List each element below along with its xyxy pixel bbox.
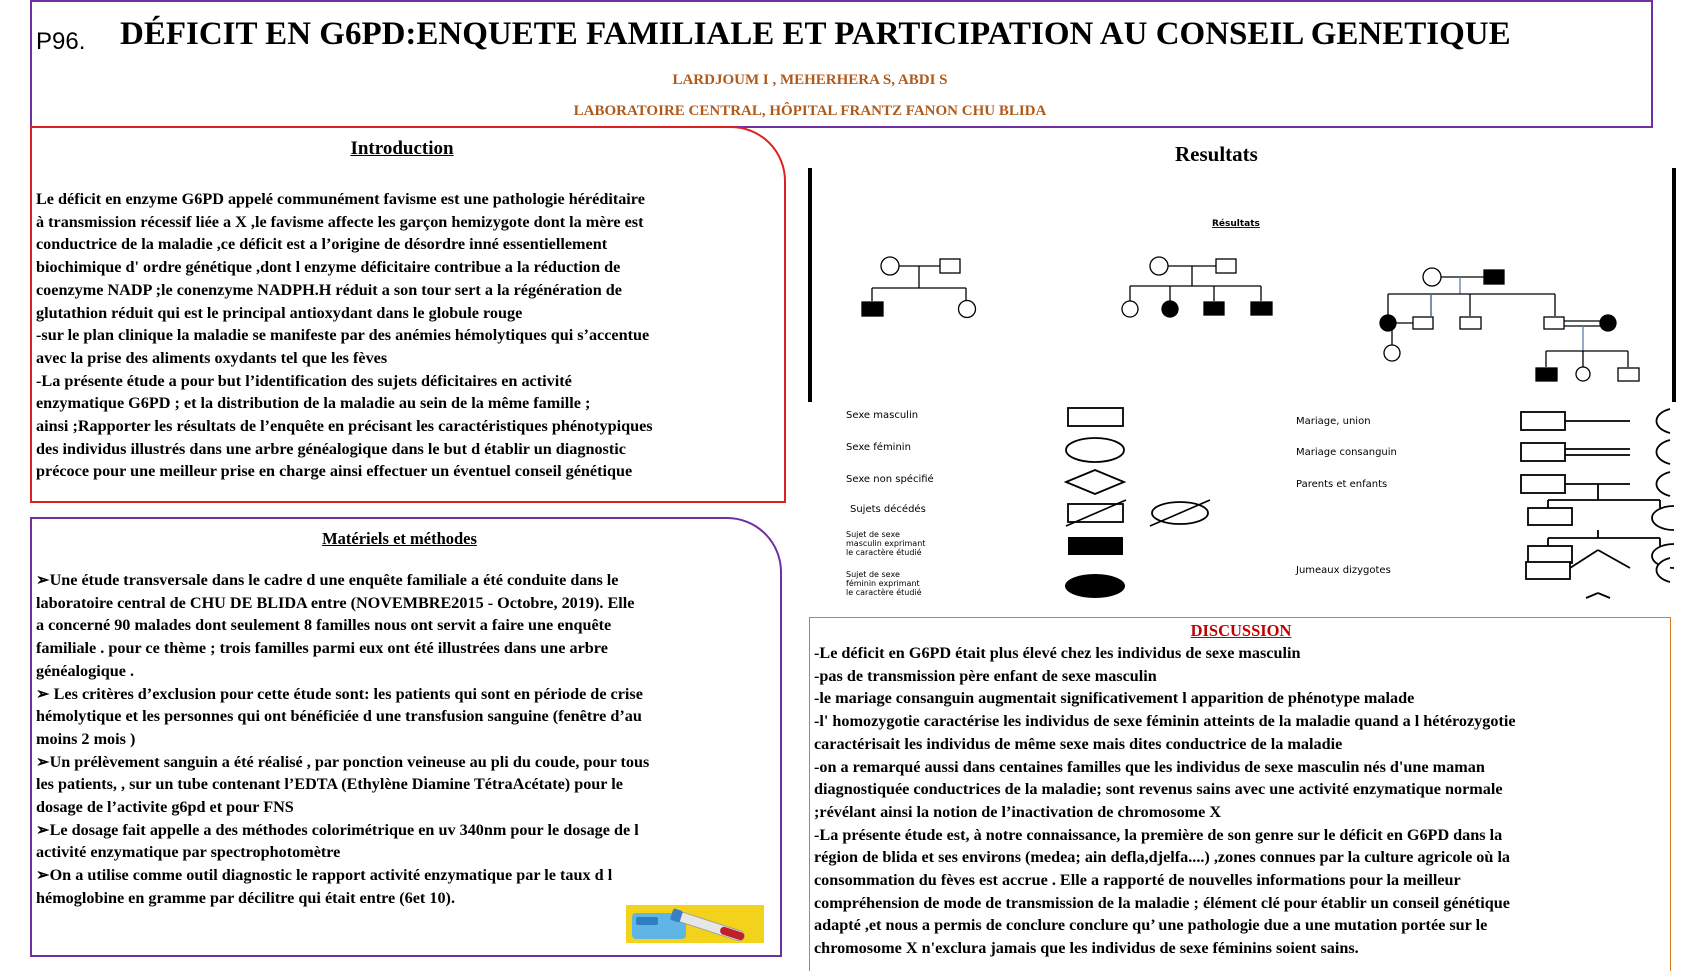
introduction-heading: Introduction: [350, 138, 454, 159]
female-symbol-icon: [1066, 438, 1124, 462]
panel-left-border: [808, 168, 812, 402]
affected-male-icon: [1068, 537, 1123, 555]
results-heading: Resultats: [1175, 142, 1258, 166]
methods-line: les patients, , sur un tube contenant l’EDTA (Ethylène Diamine TétraAcétate) pour le: [36, 775, 623, 794]
methods-line: hémolytique et les personnes qui ont bénéficiée d une transfusion sanguine (fenêtre d’au: [36, 707, 642, 726]
pedigree-family-3: [1380, 268, 1639, 381]
intro-line: avec la prise des aliments oxydants tel que les fèves: [36, 348, 388, 367]
unspecified-symbol-icon: [1066, 470, 1124, 494]
affiliation: LABORATOIRE CENTRAL, HÔPITAL FRANTZ FANON CHU BLIDA: [573, 103, 1047, 119]
legend-affected-male-label: Sujet de sexe masculin exprimant le caractère étudié: [846, 530, 926, 557]
discussion-heading: DISCUSSION: [1190, 621, 1292, 640]
intro-line: des individus illustrés dans une arbre généalogique dans le but d établir un diagnostic: [36, 439, 626, 458]
discussion-line: adapté ,et nous a permis de conclure conclure qu’ une pathologie due a une mutation portée sur le: [814, 916, 1488, 935]
discussion-line: consommation du fèves est accrue . Elle a rapporté de nouvelles informations pour la meilleur: [814, 871, 1461, 890]
methods-line: ➢Le dosage fait appelle a des méthodes colorimétrique en uv 340nm pour le dosage de l: [36, 820, 639, 839]
methods-line: familiale . pour ce thème ; trois familles parmi eux ont été illustrées dans une arbre: [36, 639, 608, 658]
intro-line: glutathion réduit qui est le principal antioxydant dans le globule rouge: [36, 303, 523, 322]
discussion-line: diagnostiquée conductrices de la maladie; sont revenus sains avec une activité enzymatique normale: [814, 780, 1503, 799]
blood-tube-icon: [626, 905, 764, 943]
intro-line: conductrice de la maladie ,ce déficit est a l’origine de désordre inné essentiellement: [36, 235, 608, 254]
intro-line: -La présente étude a pour but l’identification des sujets déficitaires en activité: [36, 371, 572, 390]
discussion-line: compréhension de mode de transmission de la maladie ; élément clé pour établir un conseil génétique: [814, 893, 1510, 912]
intro-line: à transmission récessif liée a X ,le favisme affecte les garçon hemizygote dont la mère est: [36, 212, 644, 231]
legend-dizygotic-twins-label: Jumeaux dizygotes: [1296, 565, 1391, 576]
intro-line: enzymatique G6PD ; et la distribution de la maladie au sein de la même famille ;: [36, 394, 591, 413]
discussion-body: [814, 642, 1664, 960]
intro-line: biochimique d' ordre génétique ,dont l enzyme déficitaire contribue a la réduction de: [36, 258, 621, 277]
legend-female-label: Sexe féminin: [846, 442, 911, 453]
methods-line: ➢Une étude transversale dans le cadre d une enquête familiale a été conduite dans le: [36, 571, 619, 589]
discussion-line: -l' homozygotie caractérise les individus de sexe féminin atteints de la maladie quand a l hétérozygotie: [814, 712, 1516, 731]
discussion-line: -pas de transmission père enfant de sexe masculin: [814, 666, 1157, 685]
intro-line: précoce pour une meilleur prise en charge ainsi effectuer un éventuel conseil génétique: [36, 462, 633, 481]
methods-line: ➢ Les critères d’exclusion pour cette étude sont: les patients qui sont en période de crise: [36, 684, 643, 703]
methods-line: ➢Un prélèvement sanguin a été réalisé , par ponction veineuse au pli du coude, pour tous: [36, 752, 650, 771]
legend-right: [1295, 409, 1674, 598]
discussion-line: -La présente étude est, à notre connaissance, la première de son genre sur le déficit en G6PD dans la: [814, 825, 1503, 844]
legend-unspecified-label: Sexe non spécifié: [846, 474, 934, 485]
methods-line: hémoglobine en gramme par décilitre qui était entre (6et 10).: [36, 888, 455, 907]
discussion-section: [809, 617, 1671, 971]
methods-line: laboratoire central de CHU DE BLIDA entre (NOVEMBRE2015 - Octobre, 2019). Elle: [36, 593, 635, 612]
discussion-line: caractérisait les individus de même sexe mais dites conductrice de la maladie: [814, 734, 1343, 753]
methods-line: activité enzymatique par spectrophotomètre: [36, 843, 341, 862]
pedigree-figure: [808, 168, 1678, 600]
blood-sample-tube-image: [626, 905, 764, 943]
methods-line: généalogique .: [36, 661, 135, 680]
intro-line: Le déficit en enzyme G6PD appelé communément favisme est une pathologie héréditaire: [36, 190, 645, 208]
discussion-line: -on a remarqué aussi dans centaines familles que les individus de sexe masculin nés d'une maman: [814, 757, 1485, 776]
methods-heading: Matériels et méthodes: [322, 529, 477, 548]
panel-right-border: [1672, 168, 1676, 402]
discussion-line: ;révélant ainsi la notion de l’inactivation de chromosome X: [814, 802, 1222, 821]
authors: LARDJOUM I , MEHERHERA S, ABDI S: [672, 72, 948, 88]
introduction-section: [30, 126, 786, 503]
methods-body: [36, 569, 776, 910]
male-symbol-icon: [1068, 408, 1123, 426]
legend-parents-children-label: Parents et enfants: [1296, 479, 1388, 490]
legend-consanguineous-label: Mariage consanguin: [1296, 447, 1397, 458]
pedigree-family-2: [1122, 257, 1272, 317]
intro-line: coenzyme NADP ;le conenzyme NADPH.H réduit a son tour sert a la régénération de: [36, 280, 622, 299]
intro-line: ainsi ;Rapporter les résultats de l’enquête en précisant les caractéristiques phénotypiques: [36, 417, 653, 436]
intro-line: -sur le plan clinique la maladie se manifeste par des anémies hémolytiques qui s’accentue: [36, 326, 650, 345]
methods-section: [30, 517, 782, 957]
legend-left: [846, 408, 1210, 598]
methods-line: moins 2 mois ): [36, 729, 136, 748]
poster-code: P96.: [36, 28, 86, 55]
discussion-line: chromosome X n'exclura jamais que les individus de sexe féminins soient sains.: [814, 939, 1359, 958]
discussion-line: -le mariage consanguin augmentait significativement l apparition de phénotype malade: [814, 689, 1415, 708]
discussion-line: -Le déficit en G6PD était plus élevé chez les individus de sexe masculin: [814, 644, 1301, 662]
legend-male-label: Sexe masculin: [846, 410, 919, 421]
legend-deceased-label: Sujets décédés: [850, 504, 926, 515]
legend-union-label: Mariage, union: [1296, 416, 1371, 427]
pedigree-family-1: [862, 257, 976, 318]
figure-caption: Résultats: [1212, 219, 1260, 229]
legend-affected-female-label: Sujet de sexe féminin exprimant le caractère étudié: [846, 570, 922, 597]
affected-female-icon: [1065, 574, 1125, 598]
methods-line: dosage de l’activite g6pd et pour FNS: [36, 798, 294, 817]
introduction-body: [36, 188, 784, 483]
methods-line: a concerné 90 malades dont seulement 8 familles nous ont servit a faire une enquête: [36, 616, 612, 635]
methods-line: ➢On a utilise comme outil diagnostic le rapport activité enzymatique par le taux d l: [36, 866, 613, 885]
discussion-line: région de blida et ses environs (medea; ain defla,djelfa....) ,zones connues par la culture agricole où la: [814, 848, 1511, 867]
poster-title: DÉFICIT EN G6PD:ENQUETE FAMILIALE ET PARTICIPATION AU CONSEIL GENETIQUE: [120, 16, 1511, 52]
